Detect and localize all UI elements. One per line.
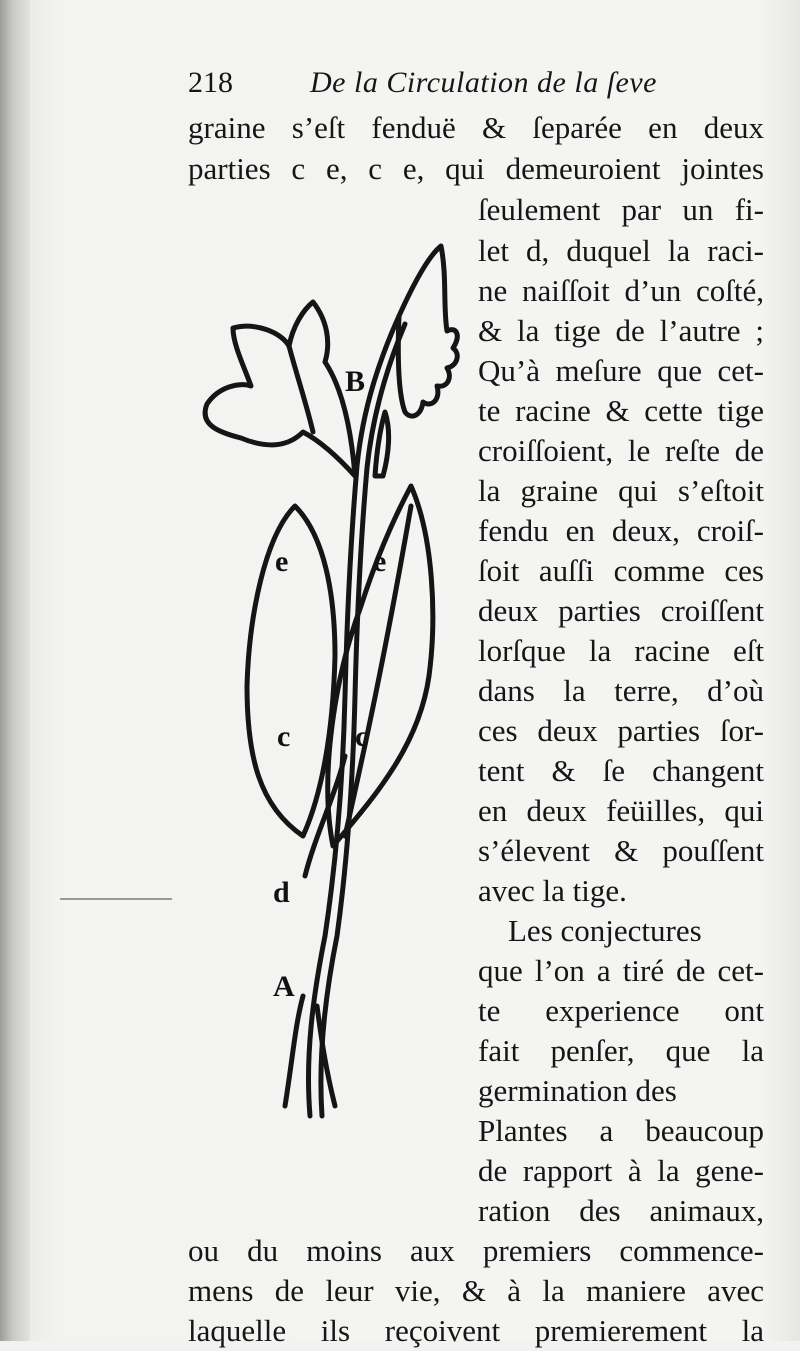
- text-line: dans la terre, d’où: [478, 673, 764, 708]
- page-header: [188, 66, 756, 110]
- flower-inner-line: [289, 346, 313, 432]
- small-leaflet: [375, 412, 389, 476]
- text-line: s’élevent & pouſſent: [478, 833, 764, 868]
- seedling-drawing: [185, 236, 475, 1136]
- seedling-illustration: [185, 236, 475, 1136]
- text-line: ou du moins aux premiers commence-: [188, 1233, 764, 1268]
- text-line: que l’on a tiré de cet-: [478, 953, 764, 988]
- figure-label-e-left: e: [275, 545, 289, 578]
- text-line: tent & ſe changent: [478, 753, 764, 788]
- text-line: let d, duquel la raci-: [478, 233, 764, 268]
- text-line: te racine & cette tige: [478, 393, 764, 428]
- text-line: laquelle ils reçoivent premierement la: [188, 1313, 764, 1348]
- text-line: avec la tige.: [478, 873, 627, 908]
- text-line: graine s’eſt fenduë & ſeparée en deux: [188, 110, 764, 145]
- text-line: la graine qui s’eſtoit: [478, 473, 764, 508]
- text-line: ration des animaux,: [478, 1193, 764, 1228]
- margin-rule: [60, 898, 172, 900]
- text-line: & la tige de l’autre ;: [478, 313, 764, 348]
- figure-label-e-right: e: [373, 545, 387, 578]
- text-line: ſoit auſſi comme ces: [478, 553, 764, 588]
- flower-bud: [205, 302, 355, 476]
- figure-label-A: A: [273, 970, 295, 1003]
- left-cotyledon: [247, 506, 335, 836]
- page-number: 218: [188, 66, 233, 99]
- text-line: lorſque la racine eſt: [478, 633, 764, 668]
- running-title: De la Circulation de la ſeve: [310, 66, 657, 99]
- figure-label-d: d: [273, 876, 290, 909]
- text-line: en deux feüilles, qui: [478, 793, 764, 828]
- figure-label-B: B: [345, 365, 366, 398]
- text-line: ſeulement par un fi-: [478, 192, 764, 227]
- text-line: ces deux parties ſor-: [478, 713, 764, 748]
- figure-label-c-right: c: [355, 720, 369, 753]
- text-line: Les conjectures: [508, 913, 702, 948]
- text-line: fait penſer, que la: [478, 1033, 764, 1068]
- text-line: deux parties croiſſent: [478, 593, 764, 628]
- text-line: fendu en deux, croiſ-: [478, 513, 764, 548]
- text-line: ne naiſſoit d’un coſté,: [478, 273, 764, 308]
- text-line: croiſſoient, le reſte de: [478, 433, 764, 468]
- text-line: Plantes a beaucoup: [478, 1113, 764, 1148]
- text-line: de rapport à la gene-: [478, 1153, 764, 1188]
- upper-right-leaf: [398, 246, 457, 416]
- text-line: germination des: [478, 1073, 677, 1108]
- text-line: Qu’à meſure que cet-: [478, 353, 764, 388]
- text-line: parties c e, c e, qui demeuroient jointes: [188, 151, 764, 186]
- page-binding-shadow: [0, 0, 30, 1341]
- text-line: te experience ont: [478, 993, 764, 1028]
- figure-label-c-left: c: [277, 720, 291, 753]
- text-line: mens de leur vie, & à la maniere avec: [188, 1273, 764, 1308]
